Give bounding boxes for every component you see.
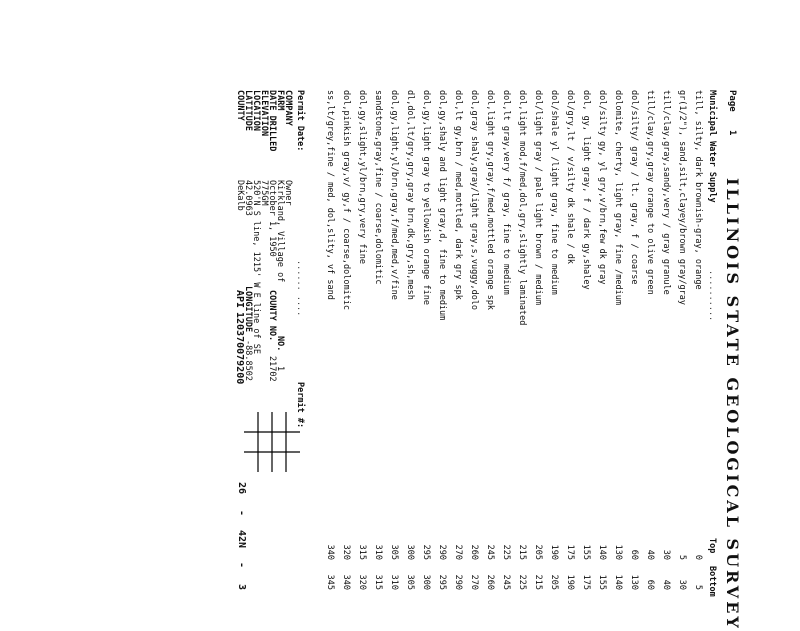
top-depth: 60 xyxy=(629,549,639,560)
top-depth: 30 xyxy=(661,549,671,560)
section-number: 26 xyxy=(236,482,247,495)
county-no-label: COUNTY NO. xyxy=(267,290,277,342)
log-row xyxy=(526,90,542,620)
lithology-description: dol,light mod,f/med,dol,gry,slightly laminated xyxy=(517,90,527,326)
bottom-depth: 190 xyxy=(565,574,575,590)
lithology-description: dol/light gray / pale light brown / medium xyxy=(533,90,543,305)
lithology-description: ss,lt/grey,fine / med, dol,slity, vf sand xyxy=(325,90,335,300)
lithology-description: gr(1/2"), sand,silt,clayey/brown gray/gray xyxy=(677,90,687,305)
township: 42N xyxy=(236,530,247,549)
bottom-column-header: Bottom xyxy=(707,566,717,597)
well-log-sheet xyxy=(234,90,742,631)
county-label: COUNTY xyxy=(235,90,245,121)
top-depth: 260 xyxy=(469,544,479,560)
date-drilled-value: October 1, 1950 xyxy=(267,180,277,257)
bottom-depth: 290 xyxy=(453,574,463,590)
top-depth: 5 xyxy=(677,554,687,560)
log-row xyxy=(398,90,414,620)
bottom-depth: 60 xyxy=(645,579,655,590)
bottom-depth: 215 xyxy=(533,574,543,590)
lithology-description: dolomite, cherty, light gray, fine /medium xyxy=(613,90,623,305)
bottom-depth: 320 xyxy=(357,574,367,590)
top-depth: 315 xyxy=(357,544,367,560)
bottom-depth: 40 xyxy=(661,579,671,590)
location-value: 520'N S line, 1215' W E line of SE xyxy=(251,180,261,354)
log-row xyxy=(430,90,446,620)
lithology-description: dol,gray shaly,gray/light gray,s,vuggy,dolo xyxy=(469,90,479,311)
top-column-header: Top xyxy=(707,538,717,554)
location-label: LOCATION xyxy=(251,90,261,131)
lithology-description: sandstone,gray,fine / coarse,dolomitic xyxy=(373,90,383,285)
top-depth: 245 xyxy=(485,544,495,560)
lithology-description: dol/silty/ gray / lt. gray, f / coarse xyxy=(629,90,639,285)
bottom-depth: 225 xyxy=(517,574,527,590)
lithology-description: dol,light gry,gray,f/med,mottled orange spk xyxy=(485,90,495,311)
county-no-value: 21702 xyxy=(267,356,277,382)
page-label: Page xyxy=(727,90,737,112)
bottom-depth: 270 xyxy=(469,574,479,590)
bottom-depth: 345 xyxy=(325,574,335,590)
top-depth: 300 xyxy=(405,544,415,560)
top-depth: 140 xyxy=(597,544,607,560)
lithology-description: dol, gy, light gray, f / dark gy,shaley xyxy=(581,90,591,290)
latitude-value: 42.0963 xyxy=(243,180,253,216)
top-depth: 310 xyxy=(373,544,383,560)
top-depth: 290 xyxy=(437,544,447,560)
log-row xyxy=(638,90,654,620)
log-row xyxy=(446,90,462,620)
top-depth: 130 xyxy=(613,544,623,560)
lithology-description: dol,pinkish gray,v/ gy,f / coarse,dolomitic xyxy=(341,90,351,311)
log-row xyxy=(382,90,398,620)
bottom-depth: 155 xyxy=(597,574,607,590)
log-row xyxy=(590,90,606,620)
lithology-description: till/clay,gry,gray orange to olive green xyxy=(645,90,655,295)
top-depth: 270 xyxy=(453,544,463,560)
top-depth: 295 xyxy=(421,544,431,560)
top-depth: 40 xyxy=(645,549,655,560)
log-row xyxy=(574,90,590,620)
log-row xyxy=(622,90,638,620)
well-purpose: Municipal Water Supply xyxy=(707,90,717,203)
log-row xyxy=(462,90,478,620)
company-label: COMPANY xyxy=(283,90,293,126)
bottom-depth: 205 xyxy=(549,574,559,590)
page-number: 1 xyxy=(727,130,737,136)
top-depth: 155 xyxy=(581,544,591,560)
bottom-depth: 305 xyxy=(405,574,415,590)
log-row xyxy=(558,90,574,620)
log-row xyxy=(494,90,510,620)
top-depth: 320 xyxy=(341,544,351,560)
bottom-depth: 260 xyxy=(485,574,495,590)
well-no-label: NO. xyxy=(275,336,285,352)
twp-dash-2: - xyxy=(236,562,247,569)
lithology-description: dol,lt gray,very f/ gray, fine to medium xyxy=(501,90,511,295)
top-depth: 0 xyxy=(693,554,703,560)
top-depth: 305 xyxy=(389,544,399,560)
farm-label: FARM xyxy=(275,90,285,111)
elevation-value: 775GM xyxy=(259,180,269,206)
bottom-depth: 245 xyxy=(501,574,511,590)
log-row xyxy=(366,90,382,620)
log-row xyxy=(334,90,350,620)
bottom-depth: 295 xyxy=(437,574,447,590)
log-row xyxy=(478,90,494,620)
company-value: Owner xyxy=(283,180,293,206)
bottom-depth: 340 xyxy=(341,574,351,590)
farm-value: Kirkland, Village of xyxy=(275,180,285,283)
lithology-description: till, silty, dark brownish-gray, orange xyxy=(693,90,703,290)
elevation-label: ELEVATION xyxy=(259,90,269,137)
top-depth: 340 xyxy=(325,544,335,560)
lithology-description: dol/silty gy, yl gry,v/brn,few dk gray xyxy=(597,90,607,285)
bottom-depth: 5 xyxy=(693,584,703,590)
twp-dash-1: - xyxy=(236,510,247,517)
bottom-depth: 30 xyxy=(677,579,687,590)
lithology-description: dol,gy,light,yl/brn,gray,f/med,med,v/fine xyxy=(389,90,399,300)
top-depth: 175 xyxy=(565,544,575,560)
bottom-depth: 315 xyxy=(373,574,383,590)
top-depth: 190 xyxy=(549,544,559,560)
bottom-depth: 175 xyxy=(581,574,591,590)
latitude-label: LATITUDE xyxy=(243,90,253,131)
log-row xyxy=(318,90,334,620)
lithology-description: dol/shale yl /light gray, fine to medium xyxy=(549,90,559,295)
log-row xyxy=(414,90,430,620)
api-label: API xyxy=(234,290,245,309)
permit-date-label: Permit Date: xyxy=(295,90,305,152)
range: 3 xyxy=(236,584,247,591)
longitude-label: LONGITUDE xyxy=(243,286,253,333)
header-dots: .......... xyxy=(707,270,717,322)
lithology-description: dol,gy,slight,yl/brn,gry,very fine xyxy=(357,90,367,264)
log-row xyxy=(542,90,558,620)
lithology-description: till/clay,gray,sandy,very / gray granule xyxy=(661,90,671,295)
lithology-description: dol,gy,light gray to yellowish orange fine xyxy=(421,90,431,305)
log-row xyxy=(510,90,526,620)
survey-title: ILLINOIS STATE GEOLOGICAL SURVEY xyxy=(723,178,742,631)
lithology-description: dl,dol,lt/gry,gry,gray brn,dk,gry,sh,mesh xyxy=(405,90,415,300)
well-no-value: 1 xyxy=(275,366,285,372)
lithology-description: dol/gry,lt / v/silty dk shale / dk xyxy=(565,90,575,264)
log-row xyxy=(350,90,366,620)
log-row xyxy=(606,90,622,620)
date-drilled-label: DATE DRILLED xyxy=(267,90,277,152)
section-grid xyxy=(244,412,300,472)
county-value: DeKalb xyxy=(235,180,245,211)
lithology-description: dol,gy,shaly and light gray,d, fine to medium xyxy=(437,90,447,321)
top-depth: 225 xyxy=(501,544,511,560)
longitude-value: -88.8502 xyxy=(243,340,253,381)
bottom-depth: 310 xyxy=(389,574,399,590)
bottom-depth: 300 xyxy=(421,574,431,590)
permit-dots: ...... .... xyxy=(295,260,305,317)
top-depth: 215 xyxy=(517,544,527,560)
log-row xyxy=(654,90,670,620)
api-value: 120370079200 xyxy=(234,312,245,385)
log-row xyxy=(686,90,702,620)
bottom-depth: 140 xyxy=(613,574,623,590)
bottom-depth: 130 xyxy=(629,574,639,590)
log-row xyxy=(670,90,686,620)
top-depth: 205 xyxy=(533,544,543,560)
lithology-description: dol,lt gy,brn / med,mottled, dark gry spk xyxy=(453,90,463,300)
permit-number-label: Permit #: xyxy=(295,382,305,429)
